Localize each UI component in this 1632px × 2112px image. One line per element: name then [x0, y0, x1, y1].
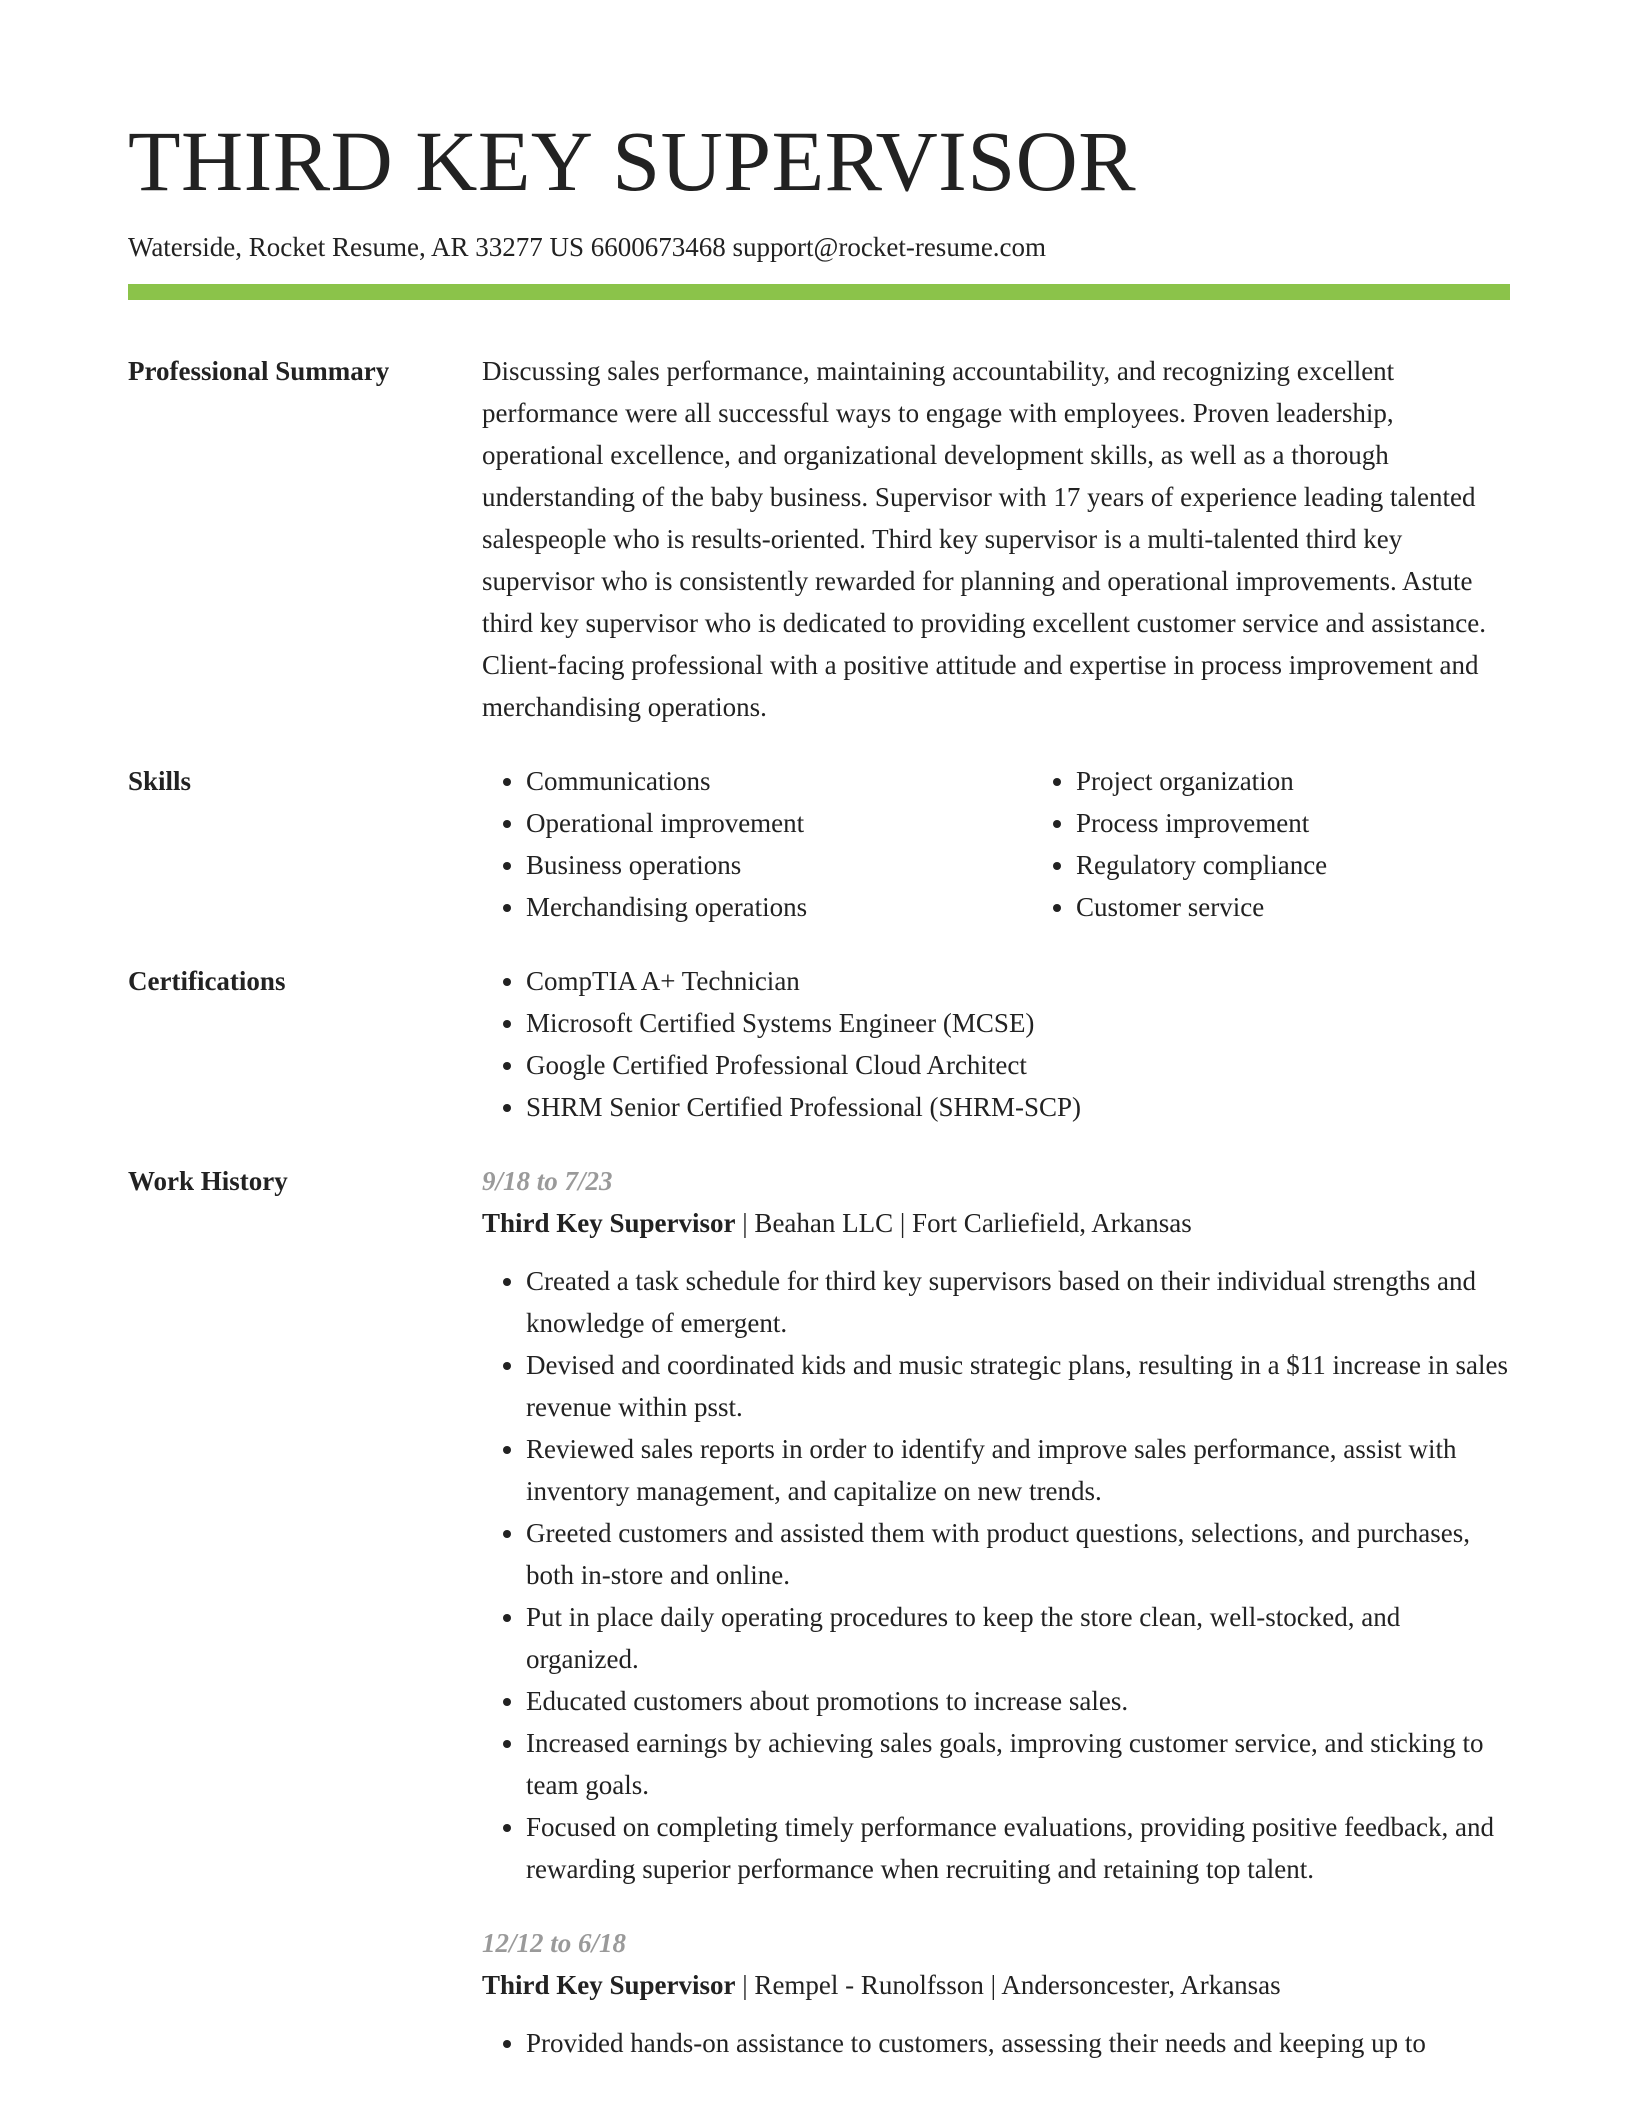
certifications-body — [482, 960, 1510, 1128]
skills-list-left — [482, 760, 1032, 928]
certifications-list — [482, 960, 1510, 1128]
summary-text: Discussing sales performance, maintaining accountability, and recognizing excellent performance were all successful ways to engage with employees. Proven leadership, operational excellence, and organizational development skills, as well as a thorough understanding of the baby business. Supervisor with 17 years of experience leading talented salespeople who is results-oriented. Third key supervisor is a multi-talented third key supervisor who is consistently rewarded for planning and operational improvements. Astute third key supervisor who is dedicated to providing excellent customer service and assistance. Client-facing professional with a positive attitude and expertise in process improvement and merchandising operations. — [482, 356, 1486, 722]
resume-page — [128, 113, 1510, 2064]
skill-item: • Project organization — [1076, 760, 1582, 802]
job-title: Third Key Supervisor — [482, 1208, 736, 1238]
certification-item: • Google Certified Professional Cloud Architect — [526, 1044, 1510, 1086]
job-title: Third Key Supervisor — [482, 1970, 736, 2000]
skills-section — [128, 760, 1510, 928]
job-entry — [482, 1922, 1510, 2064]
certification-item: • SHRM Senior Certified Professional (SHRM-SCP) — [526, 1086, 1510, 1128]
job-bullet: • Reviewed sales reports in order to identify and improve sales performance, assist with inventory management, and capitalize on new trends. — [526, 1428, 1510, 1512]
certification-item: • Microsoft Certified Systems Engineer (MCSE) — [526, 1002, 1510, 1044]
skill-item: • Communications — [526, 760, 1032, 802]
certification-item: • CompTIA A+ Technician — [526, 960, 1510, 1002]
job-details: | Beahan LLC | Fort Carliefield, Arkansas — [735, 1208, 1192, 1238]
skill-item: • Merchandising operations — [526, 886, 1032, 928]
skill-item: • Process improvement — [1076, 802, 1582, 844]
job-bullet: • Devised and coordinated kids and music strategic plans, resulting in a $11 increase in sales revenue within psst. — [526, 1344, 1510, 1428]
work-history-section — [128, 1160, 1510, 2064]
skill-item: • Business operations — [526, 844, 1032, 886]
skill-item: • Operational improvement — [526, 802, 1032, 844]
work-history-body — [482, 1160, 1510, 2064]
certifications-section — [128, 960, 1510, 1128]
resume-name: THIRD KEY SUPERVISOR — [128, 113, 1137, 209]
certifications-label: Certifications — [128, 966, 286, 996]
job-bullet: • Focused on completing timely performance evaluations, providing positive feedback, and rewarding superior performance when recruiting and retaining top talent. — [526, 1806, 1510, 1890]
skills-list-right — [1032, 760, 1582, 928]
contact-info: Waterside, Rocket Resume, AR 33277 US 6600673468 support@rocket-resume.com — [128, 232, 1047, 262]
header-divider — [128, 284, 1510, 300]
job-entry — [482, 1160, 1510, 1890]
job-dates: 12/12 to 6/18 — [482, 1928, 627, 1958]
skill-item: • Customer service — [1076, 886, 1582, 928]
job-bullets — [482, 2022, 1510, 2064]
summary-label: Professional Summary — [128, 356, 390, 386]
job-bullets — [482, 1260, 1510, 1890]
summary-section — [128, 350, 1510, 728]
job-title-line — [482, 1202, 1510, 1244]
work-history-label: Work History — [128, 1166, 288, 1196]
job-bullet: • Provided hands-on assistance to customers, assessing their needs and keeping up to — [526, 2022, 1510, 2064]
job-bullet: • Educated customers about promotions to increase sales. — [526, 1680, 1510, 1722]
skill-item: • Regulatory compliance — [1076, 844, 1582, 886]
job-dates: 9/18 to 7/23 — [482, 1166, 613, 1196]
job-bullet: • Increased earnings by achieving sales goals, improving customer service, and sticking to team goals. — [526, 1722, 1510, 1806]
job-bullet: • Created a task schedule for third key supervisors based on their individual strengths and knowledge of emergent. — [526, 1260, 1510, 1344]
job-details: | Rempel - Runolfsson | Andersoncester, Arkansas — [735, 1970, 1281, 2000]
job-bullet: • Put in place daily operating procedures to keep the store clean, well-stocked, and organized. — [526, 1596, 1510, 1680]
skills-grid — [482, 760, 1582, 928]
skills-label: Skills — [128, 766, 192, 796]
job-title-line — [482, 1964, 1510, 2006]
job-bullet: • Greeted customers and assisted them with product questions, selections, and purchases, both in-store and online. — [526, 1512, 1510, 1596]
